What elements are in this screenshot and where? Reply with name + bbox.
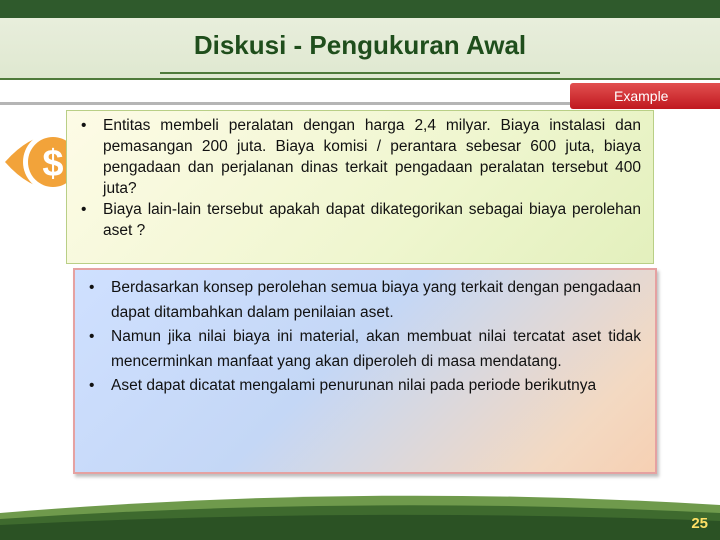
slide-title: Diskusi - Pengukuran Awal xyxy=(193,30,527,60)
answer-box xyxy=(73,268,657,474)
page-number: 25 xyxy=(691,515,708,532)
top-band xyxy=(0,0,720,18)
bullet: • xyxy=(89,377,95,394)
title-underline xyxy=(160,72,560,74)
answer-text: Namun jika nilai biaya ini material, akan membuat nilai tercatat aset tidak mencerminkan manfaat yang akan diperoleh di masa mendatang. xyxy=(111,328,641,370)
question-text: Biaya lain-lain tersebut apakah dapat dikategorikan sebagai biaya perolehan aset ? xyxy=(103,201,641,239)
bullet: • xyxy=(89,328,95,345)
answer-text: Aset dapat dicatat mengalami penurunan nilai pada periode berikutnya xyxy=(111,377,597,394)
footer-wave xyxy=(0,493,720,540)
bullet: • xyxy=(81,201,87,218)
bullet: • xyxy=(81,117,87,134)
question-box xyxy=(66,110,654,264)
question-text: Entitas membeli peralatan dengan harga 2,4 milyar. Biaya instalasi dan pemasangan 200 juta. Biaya komisi / perantara sebesar 600 juta, biaya pengadaan dan perjalanan dinas terkait pengadaan peralatan tersebut 400 juta? xyxy=(103,117,641,197)
list-item xyxy=(85,325,641,374)
list-item xyxy=(77,115,641,199)
bullet: • xyxy=(89,279,95,296)
list-item xyxy=(85,276,641,325)
svg-text:$: $ xyxy=(42,143,64,185)
list-item xyxy=(85,374,641,399)
answer-text: Berdasarkan konsep perolehan semua biaya yang terkait dengan pengadaan dapat ditambahkan dalam penilaian aset. xyxy=(111,279,641,321)
list-item xyxy=(77,199,641,241)
example-tag: Example xyxy=(570,83,720,109)
